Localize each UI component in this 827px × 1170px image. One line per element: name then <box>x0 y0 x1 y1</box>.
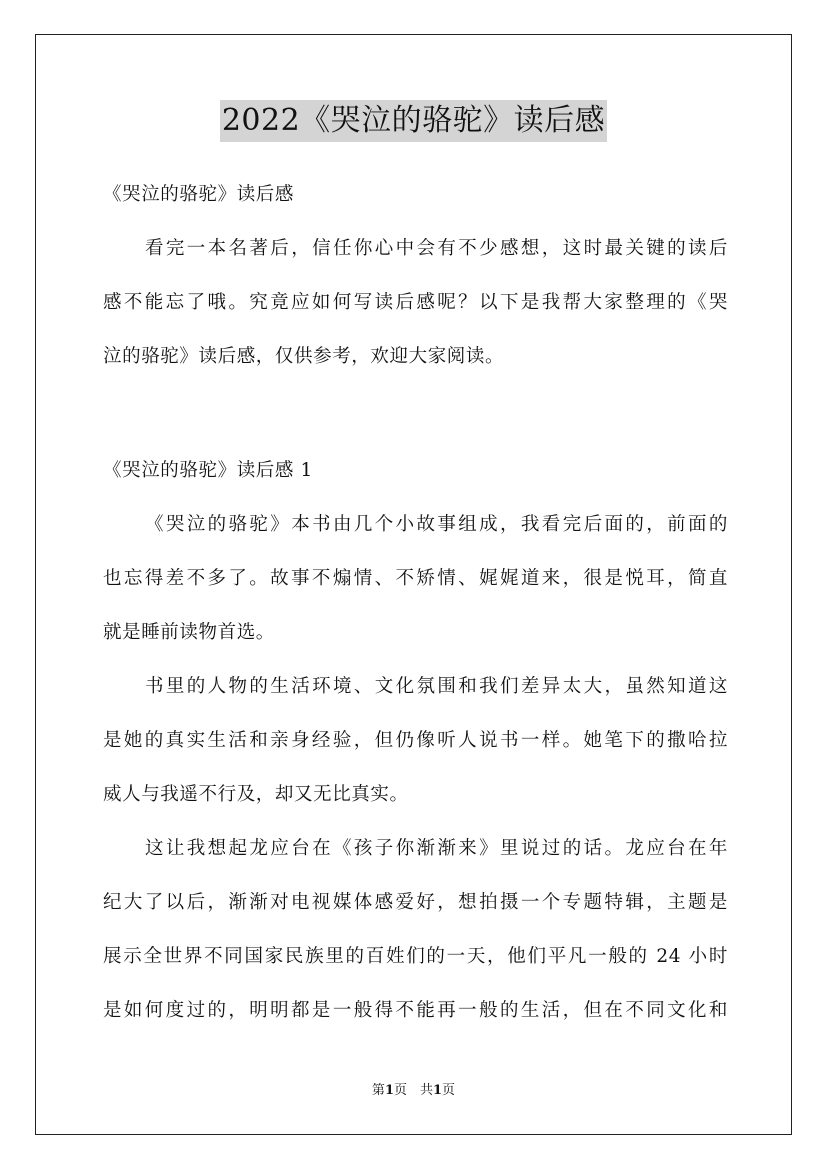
p1-line-1: 《哭泣的骆驼》本书由几个小故事组成，我看完后面的，前面的 <box>145 514 728 535</box>
subtitle: 《哭泣的骆驼》读后感 <box>103 184 295 205</box>
p3-line-1: 这让我想起龙应台在《孩子你渐渐来》里说过的话。龙应台在年 <box>145 838 728 859</box>
p3-line-2: 纪大了以后，渐渐对电视媒体感爱好，想拍摄一个专题特辑，主题是 <box>103 892 728 913</box>
p2-line-3: 威人与我遥不行及，却又无比真实。 <box>103 784 409 805</box>
p1-line-3: 就是睡前读物首选。 <box>103 622 275 643</box>
footer-page-number: 1 <box>384 1083 394 1098</box>
title-container <box>0 100 827 142</box>
document-title: 2022《哭泣的骆驼》读后感 <box>220 100 607 142</box>
p2-line-1: 书里的人物的生活环境、文化氛围和我们差异太大，虽然知道这 <box>145 676 728 697</box>
footer-total-pages: 1 <box>433 1083 443 1098</box>
p3-line-4: 是如何度过的，明明都是一般得不能再一般的生活，但在不同文化和 <box>103 1000 728 1021</box>
page-footer <box>0 1082 827 1100</box>
intro-line-3: 泣的骆驼》读后感，仅供参考，欢迎大家阅读。 <box>103 346 505 367</box>
section-heading: 《哭泣的骆驼》读后感 1 <box>103 460 313 481</box>
document-body <box>103 176 728 1029</box>
intro-line-1: 看完一本名著后，信任你心中会有不少感想，这时最关键的读后 <box>145 238 728 259</box>
p2-line-2: 是她的真实生活和亲身经验，但仍像听人说书一样。她笔下的撒哈拉 <box>103 730 728 751</box>
p1-line-2: 也忘得差不多了。故事不煽情、不矫情、娓娓道来，很是悦耳，简直 <box>103 568 728 589</box>
footer-mid: 页 共 <box>393 1083 433 1098</box>
intro-line-2: 感不能忘了哦。究竟应如何写读后感呢？以下是我帮大家整理的《哭 <box>103 292 728 313</box>
footer-prefix: 第 <box>371 1083 385 1098</box>
footer-suffix: 页 <box>442 1083 456 1098</box>
p3-line-3: 展示全世界不同国家民族里的百姓们的一天，他们平凡一般的 24 小时 <box>103 946 728 967</box>
